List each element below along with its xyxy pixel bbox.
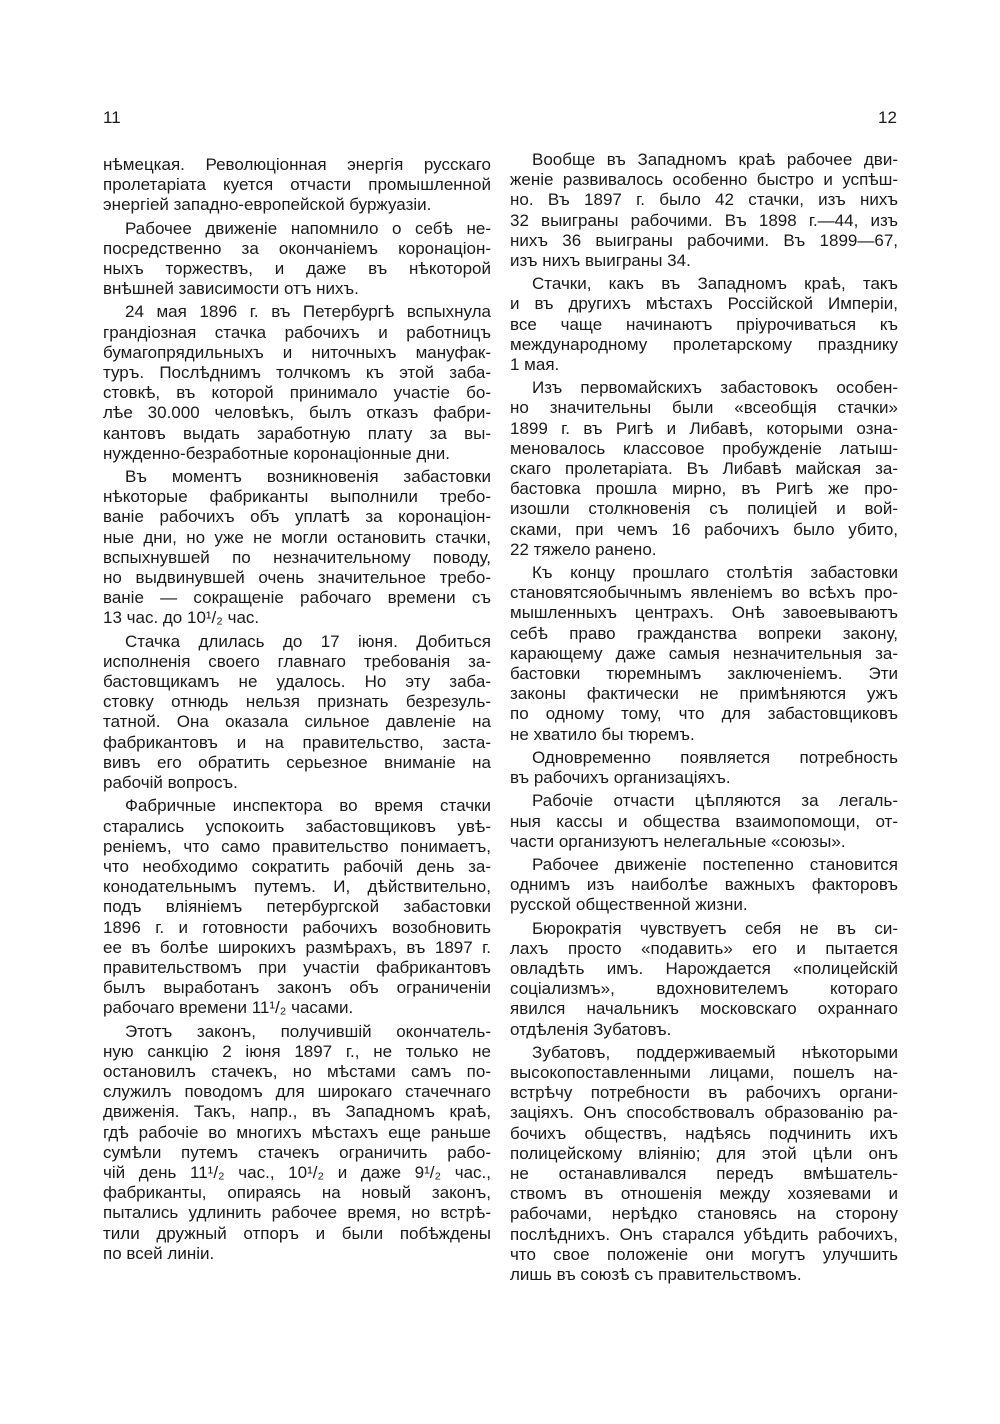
text-line: ваніе рабочихъ объ уплатѣ за коронаціон- [103,507,491,527]
text-line: однимъ изъ наиболѣе важныхъ факторовъ [510,875,898,895]
text-line: правительствомъ при участіи фабрикантовъ [103,957,491,977]
text-line: бумагопрядильныхъ и ниточныхъ мануфак- [103,342,491,362]
text-line: что свое положеніе они могутъ улучшить [510,1244,898,1264]
text-line: Одновременно появляется потребность [532,747,898,767]
text-line: скаго пролетаріата. Въ Либавѣ майская за- [510,459,898,479]
text-line: изъ нихъ выиграны 34. [510,251,691,271]
text-line: отдѣленія Зубатовъ. [510,1019,672,1039]
text-line: Рабочіе отчасти цѣпляются за легаль- [532,791,898,811]
paragraph [510,378,898,560]
text-line: высокопоставленными лицами, пошелъ на- [510,1062,898,1082]
text-line: лѣе 30.000 человѣкъ, былъ отказъ фабри- [103,403,491,423]
text-line: старались успокоить забастовщиковъ увѣ- [103,816,491,836]
text-line: Стачка длилась до 17 іюня. Добиться [125,631,491,651]
text-line: встрѣчу потребности въ рабочихъ органи- [510,1083,898,1103]
text-line: въ рабочихъ организаціяхъ. [510,768,731,788]
text-line: явился начальникъ московскаго охраннаго [510,999,898,1019]
text-line: ваніе — сокращеніе рабочаго времени съ [103,588,491,608]
text-line: ныхъ торжествъ, и даже въ нѣкоторой [103,259,491,279]
text-line: 32 выиграны рабочими. Въ 1898 г.—44, изъ [510,210,898,230]
text-line: ные дни, но уже не могли остановить стачки, [103,527,491,547]
paragraph [510,274,898,375]
text-line: бочихъ обществъ, надѣясь подчинить ихъ [510,1123,898,1143]
paragraph [103,219,491,300]
text-line: мышленныхъ центрахъ. Онѣ завоевываютъ [510,603,898,623]
text-line: Въ моментъ возникновенія забастовки [125,467,491,487]
text-line: Вообще въ Западномъ краѣ рабочее дви- [532,150,898,169]
text-line: Изъ первомайскихъ забастовокъ особен- [532,378,898,398]
text-line: кантовъ выдать заработную плату за вы- [103,423,491,443]
text-column-left [103,155,491,1267]
text-line: но. Въ 1897 г. было 42 стачки, изъ нихъ [510,190,898,210]
text-line: не хватило бы тюремъ. [510,724,695,744]
text-line: 1 мая. [510,355,560,375]
text-line: 1899 г. въ Ригѣ и Либавѣ, которыми озна- [510,418,898,438]
text-line: заціяхъ. Онъ способствовалъ образованію ра- [510,1103,898,1123]
text-line: стовку отнюдь нельзя признать безрезуль- [103,692,491,712]
text-line: послѣднихъ. Онъ старался убѣдить рабочихъ, [510,1224,898,1244]
text-line: бастовщикамъ не удалось. Но эту заба- [103,672,491,692]
text-line: сумѣли путемъ стачекъ ограничить рабо- [103,1142,491,1162]
text-line: вивъ его обратить серьезное вниманіе на [103,752,491,772]
text-line: не останавливался передъ вмѣшатель- [510,1163,898,1183]
text-line: что необходимо сократить рабочій день за- [103,856,491,876]
text-line: татной. Она оказала сильное давленіе на [103,712,491,732]
paragraph [510,919,898,1040]
text-line: но выдвинувшей очень значительное требо- [103,568,491,588]
text-line: чій день 11¹/₂ час., 10¹/₂ и даже 9¹/₂ час., [103,1162,491,1182]
text-line: меновалось классовое пробужденіе латыш- [510,438,898,458]
text-line: движенія. Такъ, напр., въ Западномъ краѣ, [103,1102,491,1122]
text-line: былъ выработанъ законъ объ ограниченіи [103,978,491,998]
paragraph [510,563,898,745]
page-number-right: 12 [878,108,897,127]
text-line: лишь въ союзѣ съ правительствомъ. [510,1264,802,1284]
paragraph [103,467,491,629]
text-line: Бюрократія чувствуетъ себя не въ си- [532,918,898,938]
text-line: русской общественной жизни. [510,895,748,915]
text-column-right [510,150,898,1288]
text-line: 1896 г. и готовности рабочихъ возобновить [103,917,491,937]
text-line: гдѣ рабочіе во многихъ мѣстахъ еще раньше [103,1122,491,1142]
text-line: рабочій вопросъ. [103,773,238,793]
paragraph [103,1022,491,1264]
text-line: и въ другихъ мѣстахъ Россійской Имперіи, [510,294,898,314]
text-line: сками, при чемъ 16 рабочихъ было убито, [510,519,898,539]
text-line: международному пролетарскому празднику [510,334,898,354]
text-line: ныя кассы и общества взаимопомощи, от- [510,811,898,831]
text-line: нужденно-безработные коронаціонные дни. [103,443,450,463]
text-line: исполненія своего главнаго требованія за- [103,651,491,671]
text-line: Рабочее движеніе постепенно становится [532,854,898,874]
text-line: полицейскому вліянію; для этой цѣли онъ [510,1143,898,1163]
text-line: пролетаріата куется отчасти промышленной [103,175,491,195]
text-line: по одному тому, что для забастовщиковъ [510,704,898,724]
paragraph [103,796,491,1018]
paragraph [510,855,898,916]
text-line: фабриканты, опираясь на новый законъ, [103,1183,491,1203]
text-line: остановилъ стачекъ, но мѣстами самъ по- [103,1061,491,1081]
text-line: лахъ просто «подавить» его и пытается [510,938,898,958]
text-line: нѣкоторые фабриканты выполнили требо- [103,487,491,507]
text-line: нихъ 36 выиграны рабочими. Въ 1899—67, [510,230,898,250]
text-line: стовкѣ, въ которой принимало участіе бо- [103,383,491,403]
text-line: реніемъ, что само правительство понимаетъ, [103,836,491,856]
paragraph [510,791,898,852]
text-line: Къ концу прошлаго столѣтія забастовки [532,563,898,583]
text-line: все чаще начинаютъ пріурочиваться къ [510,314,898,334]
paragraph [510,150,898,271]
text-line: нѣмецкая. Революціонная энергія русскаго [103,155,491,174]
text-line: 24 мая 1896 г. въ Петербургѣ вспыхнула [125,302,491,322]
text-line: Зубатовъ, поддерживаемый нѣкоторыми [532,1042,898,1062]
text-line: 13 час. до 10¹/₂ час. [103,608,260,628]
text-line: карающему даже самыя незначительныя за- [510,643,898,663]
text-line: Стачки, какъ въ Западномъ краѣ, такъ [532,274,898,294]
text-line: фабрикантовъ и на правительство, заста- [103,732,491,752]
text-line: себѣ право гражданства вопреки закону, [510,623,898,643]
text-line: законы фактически не примѣняются ужъ [510,684,898,704]
text-line: по всей линіи. [103,1243,215,1263]
text-line: изошли столкновенія съ полиціей и вой- [510,499,898,519]
paragraph [103,302,491,464]
text-line: овладѣть имъ. Нарождается «полицейскій [510,958,898,978]
text-line: служилъ поводомъ для широкаго стачечнаго [103,1082,491,1102]
text-line: рабочаго времени 11¹/₂ часами. [103,998,354,1018]
text-line: грандіозная стачка рабочихъ и работницъ [103,322,491,342]
paragraph [103,155,491,216]
text-line: пытались удлинить рабочее время, но встрѣ- [103,1203,491,1223]
text-line: Фабричные инспектора во время стачки [125,796,491,816]
text-line: бастовки тюремнымъ заключеніемъ. Эти [510,664,898,684]
text-line: части организуютъ нелегальные «союзы». [510,831,846,851]
text-line: ее въ болѣе широкихъ размѣрахъ, въ 1897 г. [103,937,491,957]
text-line: посредственно за окончаніемъ коронаціон- [103,238,491,258]
paragraph [103,632,491,794]
text-line: ную санкцію 2 іюня 1897 г., не только не [103,1041,491,1061]
text-line: но значительны были «всеобщія стачки» [510,398,898,418]
text-line: ствомъ въ отношенія между хозяевами и [510,1184,898,1204]
paragraph [510,748,898,788]
text-line: соціализмъ», вдохновителемъ котораго [510,979,898,999]
text-line: 22 тяжело ранено. [510,539,657,559]
text-line: энергіей западно-европейской буржуазіи. [103,195,432,215]
text-line: женіе развивалось особенно быстро и успѣш- [510,170,898,190]
text-line: тили дружный отпоръ и были побѣждены [103,1223,491,1243]
text-line: Рабочее движеніе напомнило о себѣ не- [125,218,491,238]
text-line: рабочами, нерѣдко становясь на сторону [510,1204,898,1224]
text-line: туръ. Послѣднимъ толчкомъ къ этой заба- [103,363,491,383]
page-number-left: 11 [103,108,121,127]
text-line: становятсяобычнымъ явленіемъ во всѣхъ про- [510,583,898,603]
text-line: Этотъ законъ, получившій окончатель- [125,1021,491,1041]
paragraph [510,1043,898,1285]
text-line: подъ вліяніемъ петербургской забастовки [103,897,491,917]
text-line: внѣшней зависимости отъ нихъ. [103,279,359,299]
text-line: вспыхнувшей по незначительному поводу, [103,547,491,567]
text-line: конодательнымъ путемъ. И, дѣйствительно, [103,877,491,897]
text-line: бастовка прошла мирно, въ Ригѣ же про- [510,479,898,499]
